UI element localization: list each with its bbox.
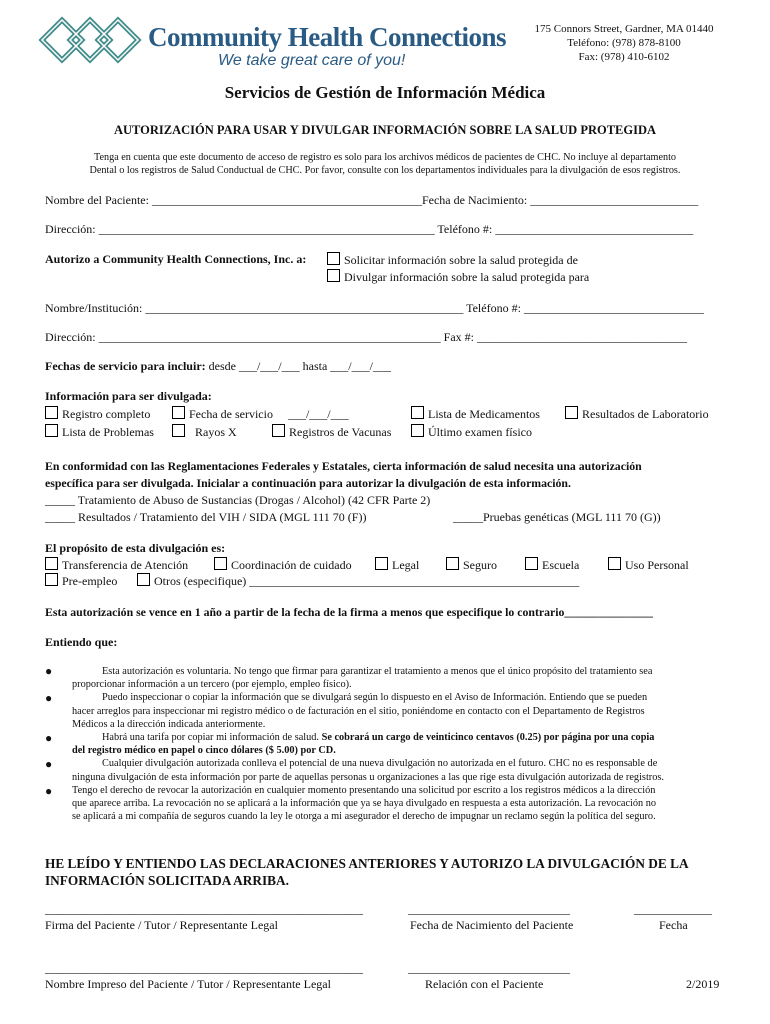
info-meds[interactable]	[411, 406, 540, 422]
fee-text: del registro médico en papel o cinco dólares ($ 5.00) por CD.	[72, 745, 336, 757]
substance-initial-field[interactable]: _____ Tratamiento de Abuso de Sustancias (Drogas / Alcohol) (42 CFR Parte 2)	[45, 493, 431, 507]
service-dates-field[interactable]	[45, 359, 391, 374]
org-phone: Teléfono: (978) 878-8100	[567, 37, 681, 49]
form-revision: 2/2019	[686, 977, 720, 991]
understand-list	[72, 665, 732, 823]
dob-line[interactable]: ___________________________	[408, 902, 570, 916]
relationship-line[interactable]: ___________________________	[408, 961, 570, 975]
org-name: Community Health Connections	[148, 22, 507, 52]
patient-name-field[interactable]: Nombre del Paciente: _____________________________________________Fecha de Nacimiento: ____________________________	[45, 193, 699, 207]
checkbox-label: Rayos X	[195, 425, 237, 439]
understand-text: ninguna divulgación de esta información por parte de aquellas personas u organizaciones a las que rige esta divulgación autorizada de registros.	[72, 771, 664, 783]
checkbox-label: Fecha de servicio ___/___/___	[189, 407, 349, 421]
checkbox[interactable]	[137, 573, 150, 586]
understand-text: Médicos a la dirección indicada anteriormente.	[72, 718, 266, 730]
form-subtitle: AUTORIZACIÓN PARA USAR Y DIVULGAR INFORMACIÓN SOBRE LA SALUD PROTEGIDA	[113, 123, 657, 137]
understand-text: se aplicará a mi compañía de seguros cuando la ley le otorga a mi asegurador el derecho de impugnar un reclamo según la política del seguro.	[72, 811, 656, 823]
printed-name-line[interactable]: _____________________________________________________	[45, 961, 363, 975]
bullet-icon: ●	[45, 731, 53, 745]
date-line[interactable]: _____________	[634, 902, 712, 916]
fee-text: Se cobrará un cargo de veinticinco centavos (0.25) por página por una copia	[319, 732, 655, 744]
checkbox-label: Registros de Vacunas	[289, 425, 392, 439]
institution-address-field[interactable]: Dirección: _________________________________________________________ Fax #: ___________________________________	[45, 330, 687, 344]
declaration	[45, 855, 689, 889]
info-vaccines[interactable]	[272, 424, 391, 440]
checkbox[interactable]	[45, 424, 58, 437]
expiration-field[interactable]: Esta autorización se vence en 1 año a partir de la fecha de la firma a menos que especifique lo contrario_______________	[45, 605, 653, 619]
checkbox[interactable]	[172, 424, 185, 437]
purpose-label: El propósito de esta divulgación es:	[45, 541, 226, 555]
federal-text-1: En conformidad con las Reglamentaciones Federales y Estatales, cierta información de salud necesita una autorización	[45, 459, 642, 473]
signature-label: Firma del Paciente / Tutor / Representante Legal	[45, 918, 278, 932]
signature-line[interactable]: _____________________________________________________	[45, 902, 363, 916]
disclose-checkbox[interactable]	[327, 269, 340, 282]
checkbox-label: Resultados de Laboratorio	[582, 407, 709, 421]
understand-label: Entiendo que:	[45, 635, 118, 649]
checkbox[interactable]	[45, 406, 58, 419]
purpose-legal[interactable]	[375, 557, 419, 573]
checkbox[interactable]	[214, 557, 227, 570]
notice-line: Tenga en cuenta que este documento de acceso de registro es solo para los archivos médicos de pacientes de CHC. No incluye al departamento	[93, 152, 677, 163]
understand-text: Habrá una tarifa por copiar mi información de salud.	[102, 732, 320, 744]
genetic-initial-field[interactable]: _____Pruebas genéticas (MGL 111 70 (G))	[453, 510, 661, 524]
org-tagline: We take great care of you!	[218, 52, 406, 69]
checkbox[interactable]	[525, 557, 538, 570]
disclose-label: Divulgar información sobre la salud protegida para	[344, 270, 590, 284]
org-address-block	[524, 22, 724, 64]
org-fax: Fax: (978) 410-6102	[578, 51, 670, 63]
declaration-line: HE LEÍDO Y ENTIENDO LAS DECLARACIONES ANTERIORES Y AUTORIZO LA DIVULGACIÓN DE LA	[45, 856, 689, 871]
checkbox[interactable]	[272, 424, 285, 437]
info-lab[interactable]	[565, 406, 709, 422]
bullet-icon: ●	[45, 664, 53, 678]
checkbox-label: Legal	[392, 558, 420, 572]
checkbox-label: Uso Personal	[625, 558, 689, 572]
checkbox[interactable]	[375, 557, 388, 570]
checkbox-label: Registro completo	[62, 407, 151, 421]
checkbox-label: Seguro	[463, 558, 497, 572]
purpose-transfer[interactable]	[45, 557, 188, 573]
checkbox[interactable]	[446, 557, 459, 570]
dob-label: Fecha de Nacimiento del Paciente	[410, 918, 574, 932]
disclose-option[interactable]	[327, 269, 589, 285]
checkbox[interactable]	[411, 424, 424, 437]
bullet-icon: ●	[45, 784, 53, 798]
service-dates-value: desde ___/___/___ hasta ___/___/___	[205, 359, 391, 373]
org-address: 175 Connors Street, Gardner, MA 01440	[534, 23, 714, 35]
hiv-initial-field[interactable]: _____ Resultados / Tratamiento del VIH / SIDA (MGL 111 70 (F))	[45, 510, 367, 524]
request-checkbox[interactable]	[327, 252, 340, 265]
request-label: Solicitar información sobre la salud protegida de	[344, 253, 578, 267]
notice-line: Dental o los registros de Salud Conductual de CHC. Por favor, consulte con los departamentos individuales para la divulgación de esos registros.	[89, 165, 681, 176]
records-notice	[0, 151, 770, 177]
checkbox-label: Transferencia de Atención	[62, 558, 189, 572]
purpose-coordination[interactable]	[214, 557, 352, 573]
purpose-insurance[interactable]	[446, 557, 497, 573]
checkbox-label: Escuela	[542, 558, 580, 572]
declaration-line: INFORMACIÓN SOLICITADA ARRIBA.	[45, 873, 289, 888]
purpose-preemployment[interactable]	[45, 573, 117, 589]
logo-mark-icon	[38, 14, 146, 66]
understand-text: proporcionar información a un tercero (por ejemplo, empleo físico).	[72, 679, 352, 691]
date-label: Fecha	[659, 918, 688, 932]
checkbox[interactable]	[172, 406, 185, 419]
checkbox-label: Coordinación de cuidado	[231, 558, 352, 572]
purpose-other[interactable]	[137, 573, 579, 589]
purpose-school[interactable]	[525, 557, 579, 573]
understand-text: Esta autorización es voluntaria. No tengo que firmar para garantizar el tratamiento a menos que el único propósito del tratamiento sea	[102, 666, 653, 677]
bullet-icon: ●	[45, 691, 53, 705]
printed-name-label: Nombre Impreso del Paciente / Tutor / Representante Legal	[45, 977, 331, 991]
patient-address-field[interactable]: Dirección: ________________________________________________________ Teléfono #: _________________________________	[45, 222, 694, 236]
institution-field[interactable]: Nombre/Institución: _____________________________________________________ Teléfono #: ______________________________	[45, 301, 704, 315]
understand-text: Cualquier divulgación autorizada conlleva el potencial de una nueva divulgación no autorizada en el futuro. CHC no es responsable de	[102, 758, 658, 770]
info-complete[interactable]	[45, 406, 150, 422]
checkbox-label: Último examen físico	[428, 425, 532, 439]
info-label: Información para ser divulgada:	[45, 389, 212, 403]
purpose-personal[interactable]	[608, 557, 689, 573]
checkbox-label: Otros (especifique) _______________________________________________________	[154, 574, 580, 588]
understand-text: hacer arreglos para inspeccionar mi registro médico o de facturación en el sitio, poniéndome en contacto con el Departamento de Registros	[72, 705, 645, 717]
understand-text: que aparece arriba. La revocación no se aplicará a la información que ya se haya divulgado en respuesta a esta autorización. La revocación no	[72, 798, 657, 810]
info-problems[interactable]	[45, 424, 154, 440]
info-service-date[interactable]	[172, 406, 349, 422]
federal-text-2: específica para ser divulgada. Inicialar a continuación para autorizar la divulgación de esta información.	[45, 476, 571, 490]
checkbox-label: Lista de Medicamentos	[428, 407, 540, 421]
service-dates-label: Fechas de servicio para incluir:	[45, 359, 206, 373]
request-option[interactable]	[327, 252, 578, 268]
checkbox[interactable]	[45, 557, 58, 570]
relationship-label: Relación con el Paciente	[425, 977, 544, 991]
authorize-label: Autorizo a Community Health Connections, Inc. a:	[45, 252, 307, 266]
checkbox[interactable]	[411, 406, 424, 419]
info-physical[interactable]	[411, 424, 532, 440]
understand-text: Tengo el derecho de revocar la autorización en cualquier momento presentando una solicitud por escrito a los registros médicos a la dirección	[72, 784, 656, 796]
page-title: Servicios de Gestión de Información Médica	[224, 83, 546, 102]
checkbox-label: Lista de Problemas	[62, 425, 154, 439]
understand-text: Puedo inspeccionar o copiar la información que se divulgará según lo dispuesto en el Aviso de Información. Entiendo que se pueden	[102, 692, 648, 704]
bullet-icon: ●	[45, 757, 53, 771]
checkbox[interactable]	[608, 557, 621, 570]
checkbox[interactable]	[45, 573, 58, 586]
checkbox-label: Pre-empleo	[62, 574, 118, 588]
checkbox[interactable]	[565, 406, 578, 419]
info-xray[interactable]	[172, 424, 237, 440]
